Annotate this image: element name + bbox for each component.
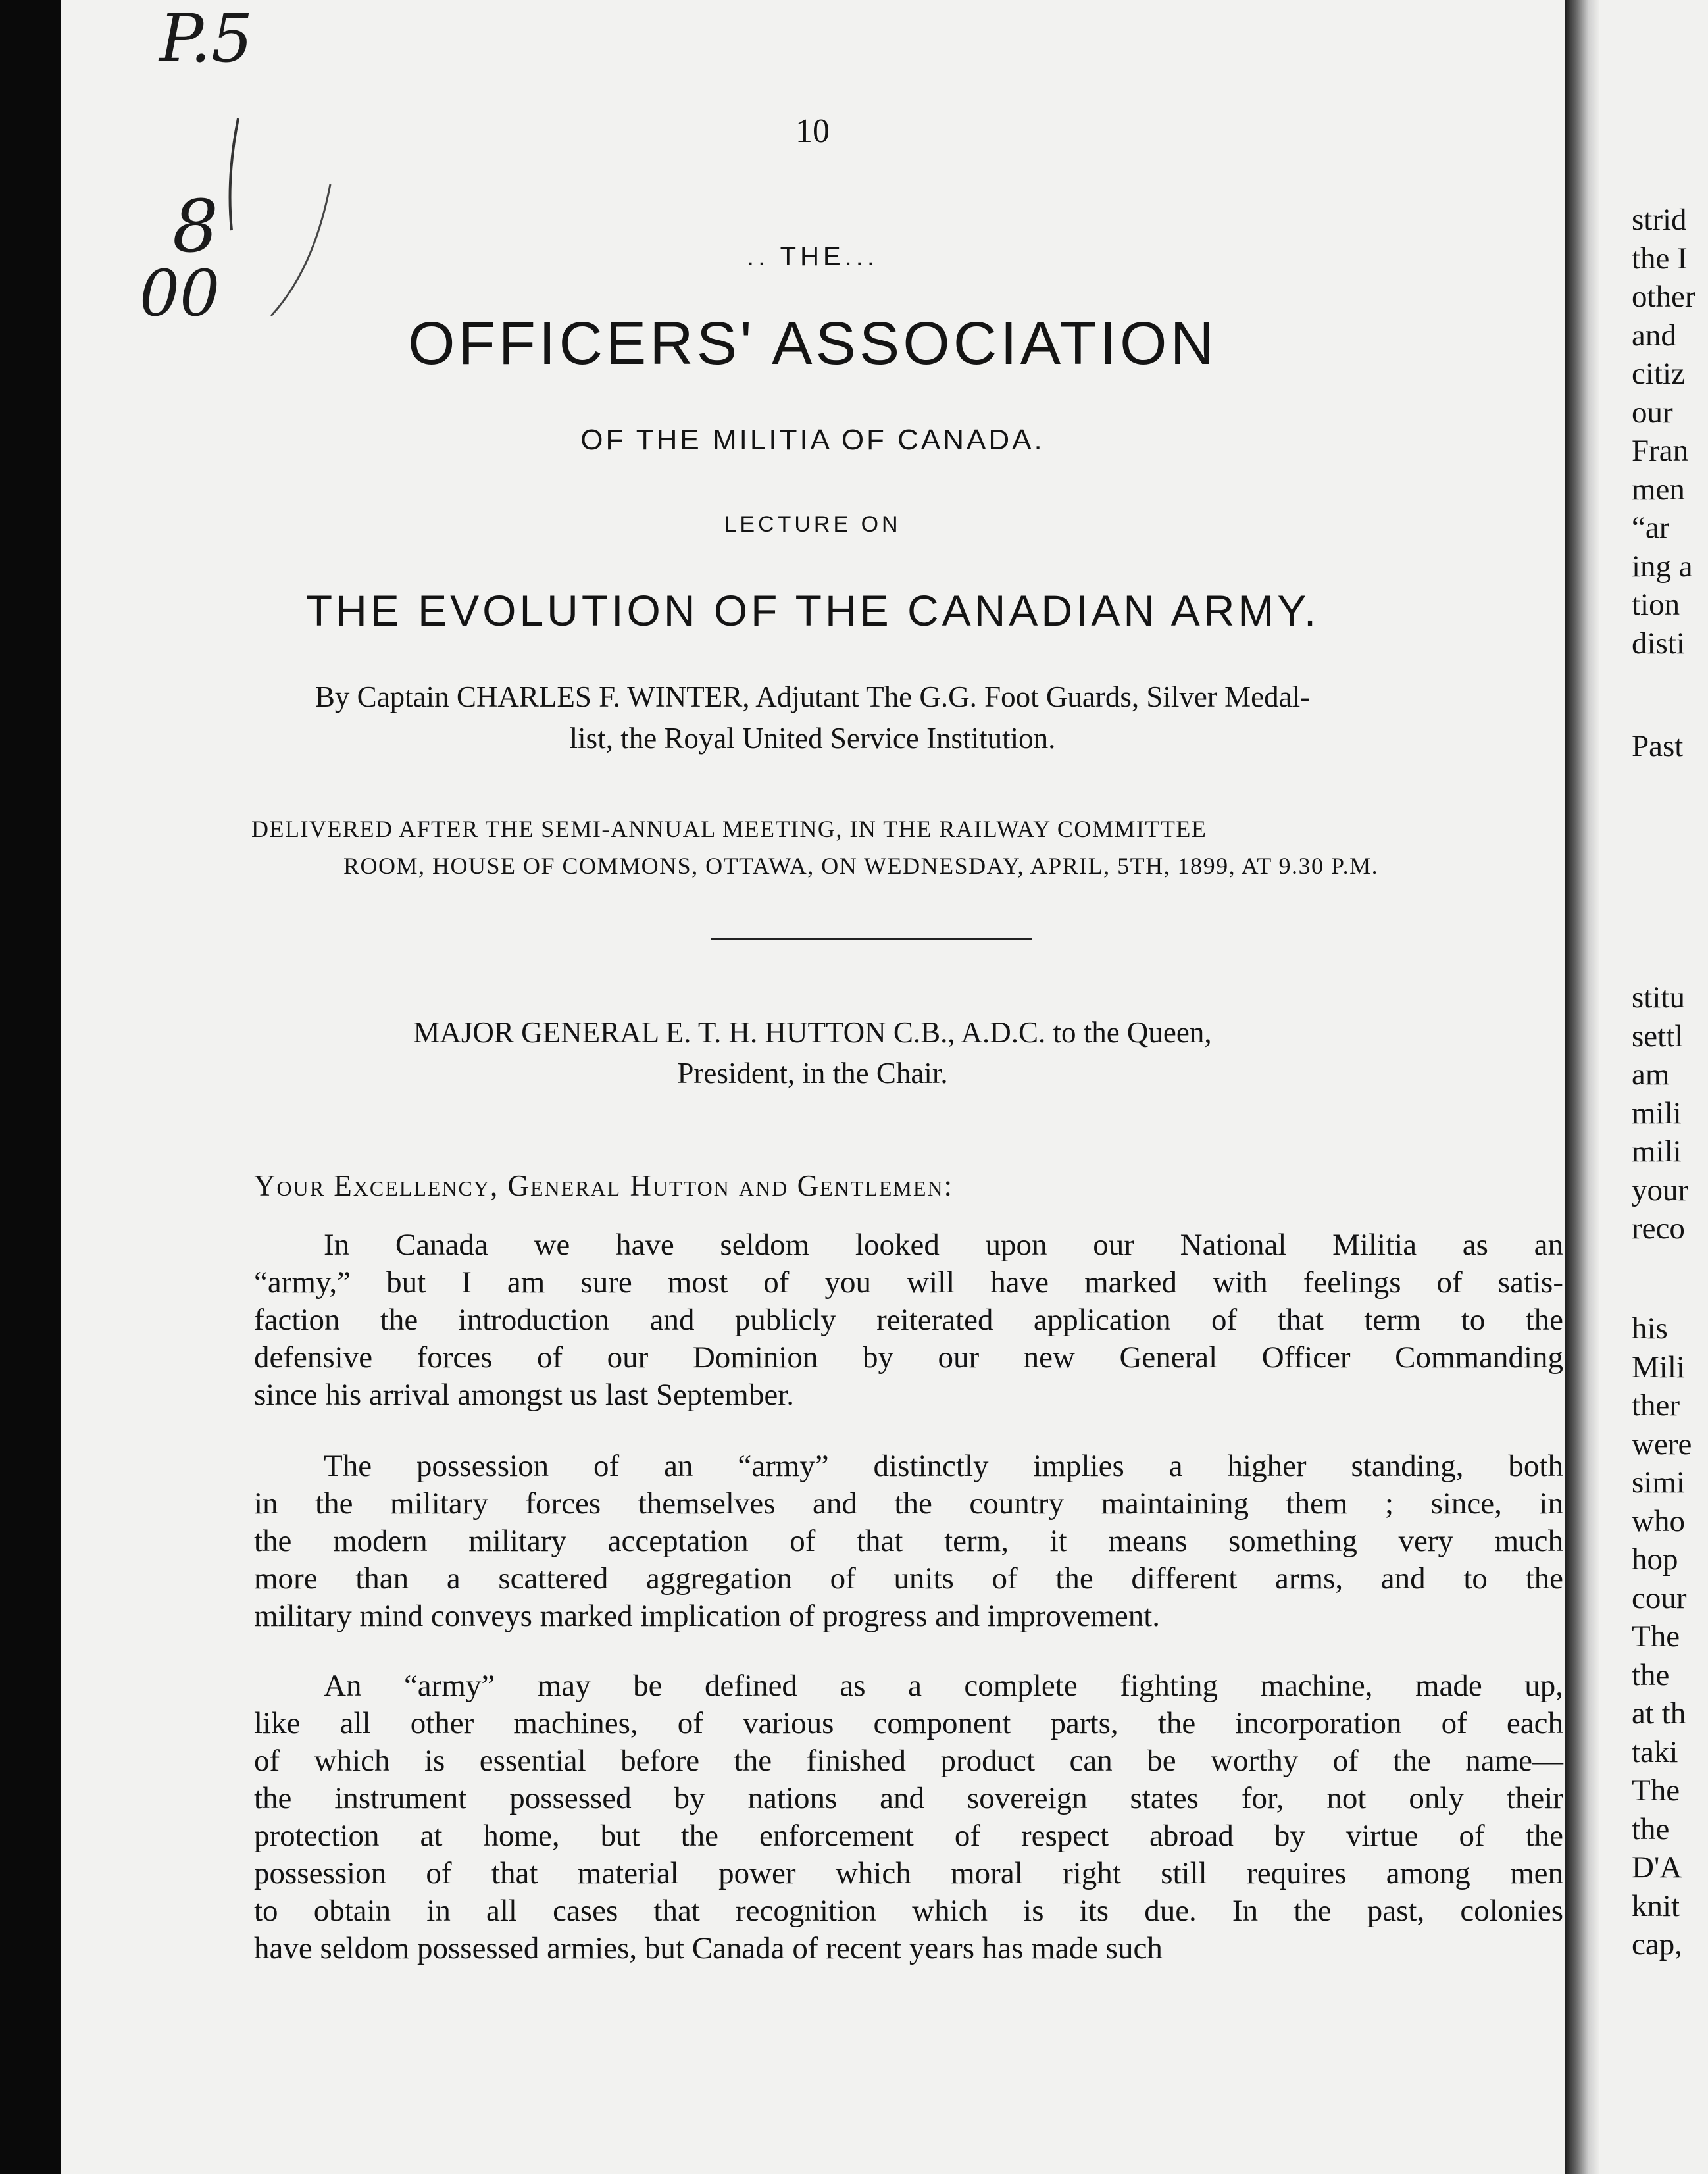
right-page-block-1 [1632,201,1695,663]
paragraph-3 [254,1667,1563,1967]
right-page-line: strid [1632,203,1687,237]
right-page-line: ing a [1632,549,1693,584]
paragraph-line: protection at home, but the enforcement of respect abroad by virtue of the [254,1819,1563,1853]
paragraph-line: since his arrival amongst us last September. [254,1378,795,1412]
right-page-line: citiz [1632,357,1685,391]
page-number: 10 [795,113,830,150]
chair-line-2: President, in the Chair. [677,1057,948,1090]
chair-line-1: MAJOR GENERAL E. T. H. HUTTON C.B., A.D.C. to the Queen, [413,1016,1212,1049]
left-page [61,0,1565,2174]
right-page-line: simi [1632,1465,1685,1500]
paragraph-line: In Canada we have seldom looked upon our National Militia as an [324,1228,1563,1262]
right-page-block-2 [1632,727,1683,766]
paragraph-line: the modern military acceptation of that term, it means something very much [254,1524,1563,1558]
handwritten-mark-bottom: 00 [139,257,220,330]
right-page-line: Mili [1632,1350,1685,1384]
handwritten-mark-top: P.5 [159,0,253,77]
right-page-line: the [1632,1657,1670,1692]
handwritten-mark-middle: 8 [172,184,218,268]
header-the: .. THE... [747,242,878,271]
right-page-line: The [1632,1619,1680,1654]
right-page-line: tion [1632,588,1680,622]
right-page-line: taki [1632,1734,1678,1769]
paragraph-line: the instrument possessed by nations and sovereign states for, not only their [254,1781,1563,1815]
paragraph-line: have seldom possessed armies, but Canada of recent years has made such [254,1931,1163,1965]
delivery-note [251,811,1565,884]
right-page-line: mili [1632,1134,1682,1169]
paragraph-line: possession of that material power which moral right still requires among men [254,1856,1563,1890]
paragraph-line: military mind conveys marked implication of progress and improvement. [254,1599,1161,1633]
delivery-note-line-2: ROOM, HOUSE OF COMMONS, OTTAWA, ON WEDNESDAY, APRIL, 5TH, 1899, AT 9.30 P.M. [343,853,1379,879]
right-page-line: cap, [1632,1927,1682,1961]
right-page-line: at th [1632,1696,1686,1731]
salutation: Your Excellency, General Hutton and Gentlemen: [254,1169,954,1202]
paragraph-line: in the military forces themselves and the country maintaining them ; since, in [254,1486,1563,1521]
byline [61,676,1565,759]
lecture-title: THE EVOLUTION OF THE CANADIAN ARMY. [305,586,1320,635]
right-page-line: the [1632,1811,1670,1846]
right-page-line: stitu [1632,980,1685,1015]
right-page-line: D'A [1632,1850,1682,1884]
right-page-line: other [1632,280,1695,314]
paragraph-line: to obtain in all cases that recognition which is its due. In the past, colonies [254,1894,1563,1928]
right-page-line: his [1632,1311,1668,1346]
right-page-line: am [1632,1057,1670,1092]
association-subtitle: OF THE MILITIA OF CANADA. [580,424,1045,456]
right-page-line: men [1632,472,1685,507]
paragraph-line: An “army” may be defined as a complete fighting machine, made up, [324,1669,1563,1703]
paragraph-2 [254,1448,1563,1635]
lecture-on-label: LECTURE ON [724,512,901,537]
page-gutter [1565,0,1599,2174]
byline-line-1: By Captain CHARLES F. WINTER, Adjutant The G.G. Foot Guards, Silver Medal- [314,680,1311,713]
right-page-line: knit [1632,1888,1680,1923]
right-page-line: Fran [1632,434,1689,468]
right-page-line: mili [1632,1096,1682,1130]
right-page-line: “ar [1632,511,1670,545]
paragraph-1 [254,1226,1563,1414]
paragraph-line: faction the introduction and publicly reiterated application of that term to the [254,1303,1563,1337]
paragraph-line: defensive forces of our Dominion by our new General Officer Commanding [254,1340,1563,1375]
paragraph-line: The possession of an “army” distinctly implies a higher standing, both [324,1449,1563,1483]
right-page-line: and [1632,318,1676,353]
right-page-line: reco [1632,1211,1685,1246]
paragraph-line: of which is essential before the finished product can be worthy of the name— [254,1744,1563,1778]
delivery-note-line-1: DELIVERED AFTER THE SEMI-ANNUAL MEETING, IN THE RAILWAY COMMITTEE [251,816,1207,842]
chair-line [61,1012,1565,1094]
right-page-line: cour [1632,1580,1687,1615]
byline-line-2: list, the Royal United Service Institution. [569,722,1056,755]
right-page-line: your [1632,1173,1689,1207]
right-page-line: were [1632,1427,1692,1461]
right-page-line: the I [1632,241,1688,276]
right-page-block-4 [1632,1309,1692,1964]
right-page-line: The [1632,1773,1680,1807]
paragraph-line: like all other machines, of various component parts, the incorporation of each [254,1706,1563,1740]
right-page-line: disti [1632,626,1685,661]
paragraph-line: more than a scattered aggregation of units of the different arms, and to the [254,1561,1563,1596]
section-rule [711,938,1032,940]
paragraph-line: “army,” but I am sure most of you will have marked with feelings of satis- [254,1265,1563,1300]
right-page-line: our [1632,395,1673,430]
right-page-line: ther [1632,1388,1680,1423]
right-page-line: Past [1632,729,1684,763]
association-title: OFFICERS' ASSOCIATION [407,310,1218,377]
right-page-line: hop [1632,1542,1678,1577]
right-page-line: settl [1632,1019,1684,1053]
right-page-block-3 [1632,978,1688,1248]
right-page-line: who [1632,1504,1685,1538]
